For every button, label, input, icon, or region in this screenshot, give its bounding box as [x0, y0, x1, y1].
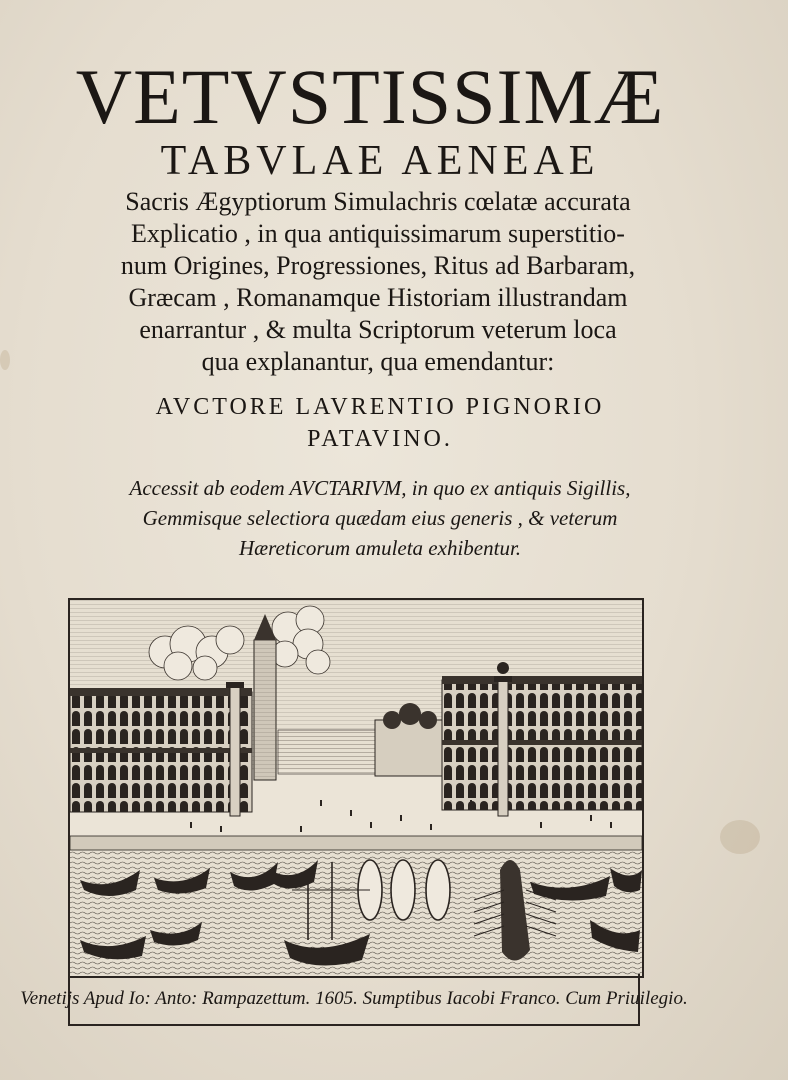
- paper-stain: [0, 350, 10, 370]
- description-line: Sacris Ægyptiorum Simulachris cœlatæ accurata: [125, 187, 631, 216]
- description-line: qua explanantur, qua emendantur:: [201, 347, 555, 376]
- supplement-line: Hæreticorum amuleta exhibentur.: [238, 536, 522, 560]
- description-line: enarrantur , & multa Scriptorum veterum loca: [139, 315, 617, 344]
- supplement-line: Accessit ab eodem AVCTARIVM, in quo ex antiquis Sigillis,: [129, 476, 631, 500]
- paper-stain: [720, 820, 760, 854]
- description-line: num Origines, Progressiones, Ritus ad Barbaram,: [120, 251, 636, 280]
- author-line-2: PATAVINO.: [307, 426, 453, 452]
- imprint-line: Venetijs Apud Io: Anto: Rampazettum. 1605. Sumptibus Iacobi Franco. Cum Priuilegio.: [68, 974, 640, 1026]
- engraving-piazza-san-marco: [68, 598, 644, 978]
- description-line: Græcam , Romanamque Historiam illustrandam: [128, 283, 628, 312]
- title-line-1: VETVSTISSIMÆ: [75, 53, 665, 140]
- author-line-1: AVCTORE LAVRENTIO PIGNORIO: [155, 394, 605, 420]
- supplement-line: Gemmisque selectiora quædam eius generis , & veterum: [142, 506, 618, 530]
- title-line-2: TABVLAE AENEAE: [160, 138, 600, 184]
- engraving-illustration: [70, 600, 642, 976]
- description-line: Explicatio , in qua antiquissimarum superstitio-: [131, 219, 625, 248]
